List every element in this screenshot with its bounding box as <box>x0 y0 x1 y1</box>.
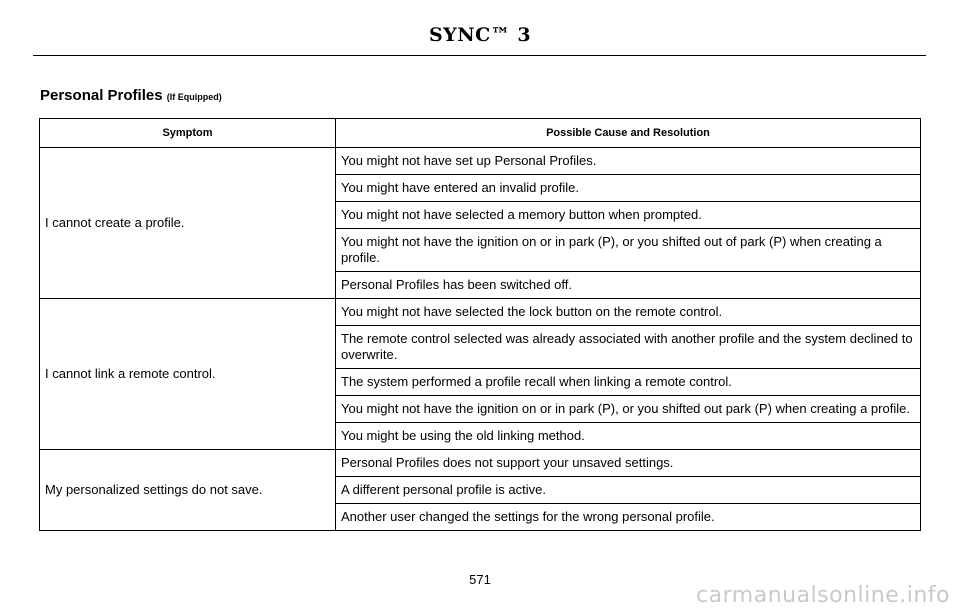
cause-cell: You might not have the ignition on or in park (P), or you shifted out of park (P) when creating a profile. <box>336 229 921 272</box>
section-title <box>40 87 222 104</box>
table-row <box>40 148 921 175</box>
table-row <box>40 450 921 477</box>
cause-cell: You might not have selected a memory button when prompted. <box>336 202 921 229</box>
cause-cell: Another user changed the settings for the wrong personal profile. <box>336 504 921 531</box>
table-header-row <box>40 119 921 148</box>
troubleshooting-table <box>39 118 921 531</box>
column-header-cause: Possible Cause and Resolution <box>336 119 921 148</box>
section-title-text: Personal Profiles <box>40 87 163 104</box>
cause-cell: You might not have the ignition on or in park (P), or you shifted out park (P) when creating a profile. <box>336 396 921 423</box>
cause-cell: You might not have set up Personal Profiles. <box>336 148 921 175</box>
column-header-symptom: Symptom <box>40 119 336 148</box>
page-header-title: SYNC™ 3 <box>428 24 532 46</box>
header-divider <box>33 55 926 56</box>
cause-cell: You might have entered an invalid profile. <box>336 175 921 202</box>
cause-cell: Personal Profiles does not support your unsaved settings. <box>336 450 921 477</box>
cause-cell: The system performed a profile recall when linking a remote control. <box>336 369 921 396</box>
table-row <box>40 299 921 326</box>
cause-cell: You might not have selected the lock button on the remote control. <box>336 299 921 326</box>
cause-cell: A different personal profile is active. <box>336 477 921 504</box>
cause-cell: Personal Profiles has been switched off. <box>336 272 921 299</box>
cause-cell: The remote control selected was already associated with another profile and the system declined to overwrite. <box>336 326 921 369</box>
symptom-cell: I cannot create a profile. <box>40 148 336 299</box>
section-title-qualifier: (If Equipped) <box>166 92 222 102</box>
cause-cell: You might be using the old linking method. <box>336 423 921 450</box>
page-number: 571 <box>469 572 491 587</box>
symptom-cell: I cannot link a remote control. <box>40 299 336 450</box>
symptom-cell: My personalized settings do not save. <box>40 450 336 531</box>
watermark: carmanualsonline.info <box>696 583 950 608</box>
